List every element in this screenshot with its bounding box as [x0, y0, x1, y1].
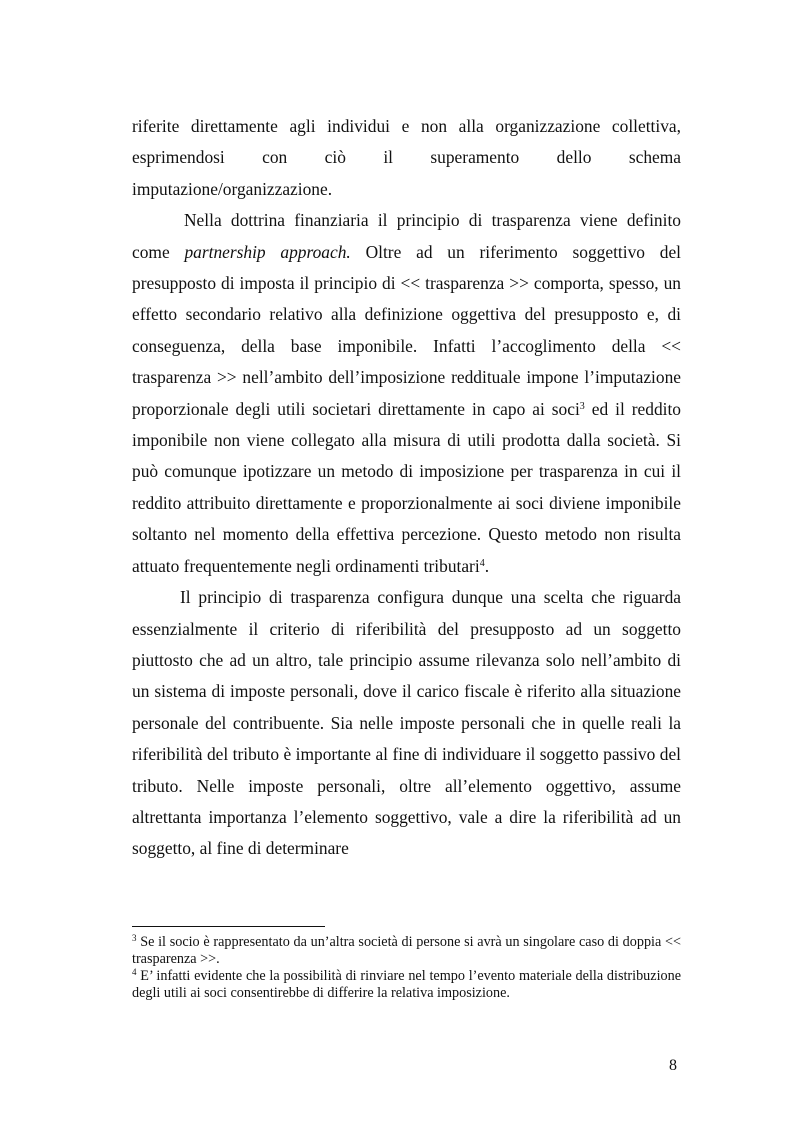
page-number: 8 — [669, 1057, 677, 1074]
footnote-ref-3: 3 — [579, 400, 585, 412]
paragraph-3: Il principio di trasparenza configura dunque una scelta che riguarda essenzialmente il criterio di riferibilità del presupposto ad un soggetto piuttosto che ad un altro, tale principio assume rilevanza solo nell’ambito di un sistema di imposte personali, dove il carico fiscale è riferito alla situazione personale del contribuente. Sia nelle imposte personali che in quelle reali la riferibilità del tributo è importante al fine di individuare il soggetto passivo del tributo. Nelle imposte personali, oltre all’elemento oggettivo, assume altrettanta importanza l’elemento soggettivo, vale a dire la riferibilità ad un soggetto, al fine di determinare — [132, 587, 681, 859]
footnote-ref-4: 4 — [479, 557, 485, 569]
footnote-4-number: 4 — [132, 967, 137, 977]
footnotes — [132, 934, 681, 1002]
footnote-4-text: E’ infatti evidente che la possibilità di rinviare nel tempo l’evento materiale della distribuzione degli utili ai soci consentirebbe di differire la relativa imposizione. — [132, 968, 681, 1001]
paragraph-2 — [132, 205, 681, 582]
paragraph-2-text-c: ed il reddito imponibile non viene collegato alla misura di utili prodotta dalla società. Si può comunque ipotizzare un metodo di imposizione per trasparenza in cui il reddito attribuito direttamente e proporzionalmente ai soci diviene imponibile soltanto nel momento della effettiva percezione. Questo metodo non risulta attuato frequentemente negli ordinamenti tributari — [132, 398, 681, 576]
footnote-4 — [132, 968, 681, 1002]
footnote-3-number: 3 — [132, 933, 137, 943]
footnote-separator — [132, 926, 325, 927]
footnote-3-text: Se il socio è rappresentato da un’altra società di persone si avrà un singolare caso di doppia << trasparenza >>. — [132, 934, 681, 967]
paragraph-2-text-b: Oltre ad un riferimento soggettivo del presupposto di imposta il principio di << trasparenza >> comporta, spesso, un effetto secondario relativo alla definizione oggettiva del presupposto e, di conseguenza, della base imponibile. Infatti l’accoglimento della << trasparenza >> nell’ambito dell’imposizione reddituale impone l’imputazione proporzionale degli utili societari direttamente in capo ai soci — [132, 241, 681, 419]
partnership-approach-term: partnership approach. — [184, 241, 351, 262]
paragraph-1: riferite direttamente agli individui e non alla organizzazione collettiva, esprimendosi con ciò il superamento dello schema imputazione/organizzazione. — [132, 116, 681, 199]
paragraph-2-text-d: . — [484, 555, 490, 576]
paragraph-2-text-a: Nella dottrina finanziaria il principio di trasparenza viene definito come — [132, 210, 681, 262]
footnote-3 — [132, 934, 681, 968]
body-text — [132, 111, 681, 865]
